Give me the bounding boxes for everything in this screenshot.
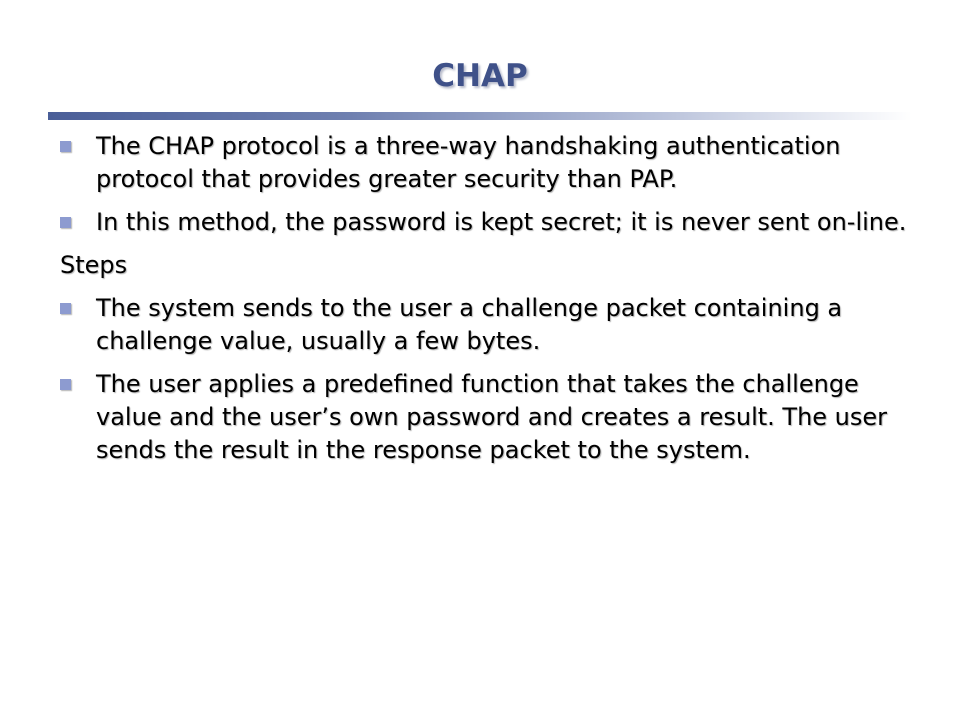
slide-body [60,130,920,477]
title-underline-rule [48,112,912,120]
square-bullet-icon [60,303,71,314]
bullet-item-2 [60,206,920,239]
bullet-text: The CHAP protocol is a three-way handshaking authentication protocol that provides greater security than PAP. [96,132,841,193]
bullet-item-3 [60,292,920,358]
bullet-item-4 [60,368,920,467]
square-bullet-icon [60,141,71,152]
slide-title: CHAP [432,58,528,94]
steps-heading: Steps [60,251,128,279]
square-bullet-icon [60,379,71,390]
bullet-item-1 [60,130,920,196]
square-bullet-icon [60,217,71,228]
bullet-text: The system sends to the user a challenge packet containing a challenge value, usually a few bytes. [96,294,843,355]
bullet-text: The user applies a predefined function that takes the challenge value and the user’s own password and creates a result. The user sends the result in the response packet to the system. [96,370,888,464]
bullet-text: In this method, the password is kept secret; it is never sent on-line. [96,208,907,236]
